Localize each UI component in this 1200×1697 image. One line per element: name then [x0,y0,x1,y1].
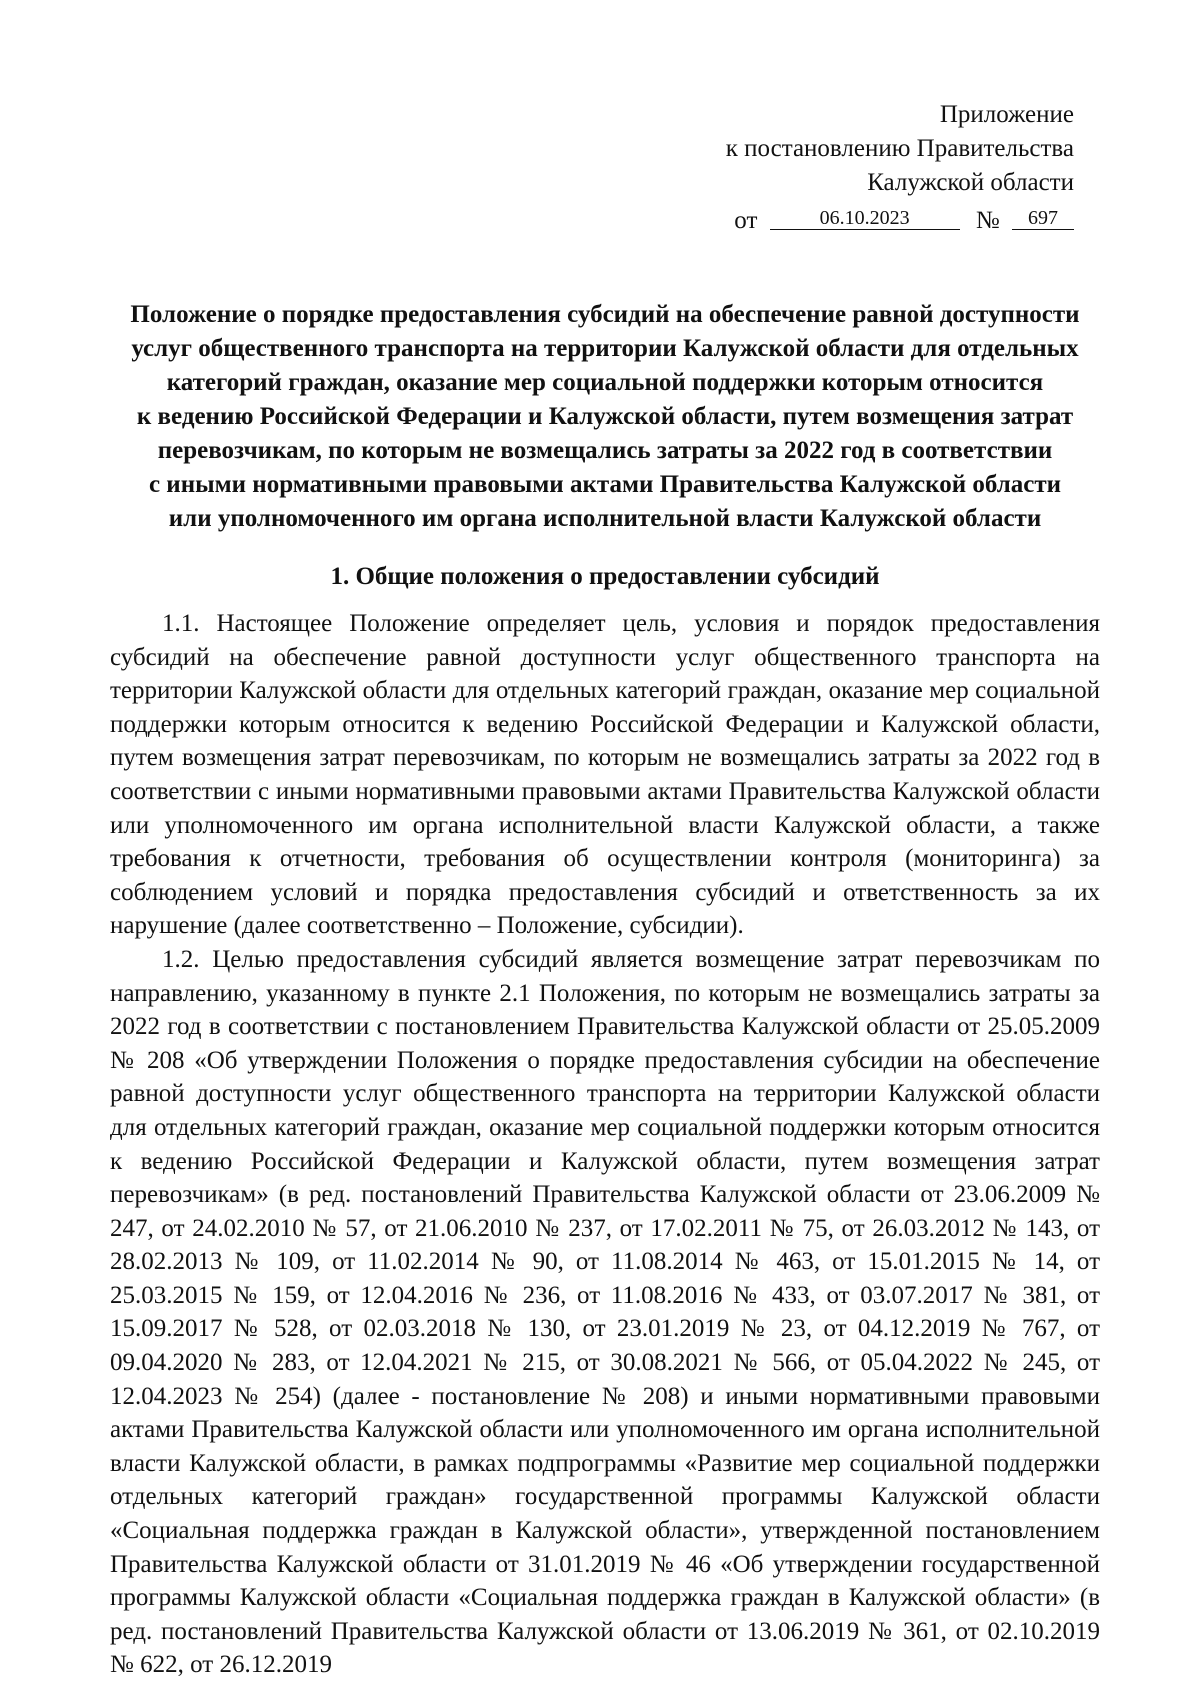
resolution-date: 06.10.2023 [770,207,960,230]
resolution-number: 697 [1012,207,1074,230]
title-line: перевозчикам, по которым не возмещались затраты за 2022 год в соответствии [157,437,1053,464]
title-line: Положение о порядке предоставления субсидий на обеспечение равной доступности [130,301,1080,328]
appendix-region: Калужской области [867,169,1074,196]
title-line: с иными нормативными правовыми актами Правительства Калужской области [148,471,1062,498]
title-line: или уполномоченного им органа исполнительной власти Калужской области [168,505,1042,532]
paragraph-1-2: 1.2. Целью предоставления субсидий является возмещение затрат перевозчикам по направлению, указанному в пункте 2.1 Положения, по которым не возмещались затраты за 2022 год в соответствии с постановлением Правительства Калужской области от 25.05.2009 № 208 «Об утверждении Положения о порядке предоставления субсидии на обеспечение равной доступности услуг общественного транспорта на территории Калужской области для отдельных категорий граждан, оказание мер социальной поддержки которым относится к ведению Российской Федерации и Калужской области, путем возмещения затрат перевозчикам» (в ред. постановлений Правительства Калужской области от 23.06.2009 № 247, от 24.02.2010 № 57, от 21.06.2010 № 237, от 17.02.2011 № 75, от 26.03.2012 № 143, от 28.02.2013 № 109, от 11.02.2014 № 90, от 11.08.2014 № 463, от 15.01.2015 № 14, от 25.03.2015 № 159, от 12.04.2016 № 236, от 11.08.2016 № 433, от 03.07.2017 № 381, от 15.09.2017 № 528, от 02.03.2018 № 130, от 23.01.2019 № 23, от 04.12.2019 № 767, от 09.04.2020 № 283, от 12.04.2021 № 215, от 30.08.2021 № 566, от 05.04.2022 № 245, от 12.04.2023 № 254) (далее - постановление № 208) и иными нормативными правовыми актами Правительства Калужской области или уполномоченного им органа исполнительной власти Калужской области, в рамках подпрограммы «Развитие мер социальной поддержки отдельных категорий граждан» государственной программы Калужской области «Социальная поддержка граждан в Калужской области», утвержденной постановлением Правительства Калужской области от 31.01.2019 № 46 «Об утверждении государственной программы Калужской области «Социальная поддержка граждан в Калужской области» (в ред. постановлений Правительства Калужской области от 13.06.2019 № 361, от 02.10.2019 № 622, от 26.12.2019 [110,945,1100,1679]
document-title [110,298,1100,536]
title-line: услуг общественного транспорта на территории Калужской области для отдельных [131,335,1079,362]
title-line: категорий граждан, оказание мер социальной поддержки которым относится [166,369,1044,396]
paragraph-1-1: 1.1. Настоящее Положение определяет цель, условия и порядок предоставления субсидий на обеспечение равной доступности услуг общественного транспорта на территории Калужской области для отдельных категорий граждан, оказание мер социальной поддержки которым относится к ведению Российской Федерации и Калужской области, путем возмещения затрат перевозчикам, по которым не возмещались затраты за 2022 год в соответствии с иными нормативными правовыми актами Правительства Калужской области или уполномоченного им органа исполнительной власти Калужской области, а также требования к отчетности, требования об осуществлении контроля (мониторинга) за соблюдением условий и порядка предоставления субсидий и ответственность за их нарушение (далее соответственно – Положение, субсидии). [110,610,1100,940]
title-line: к ведению Российской Федерации и Калужской области, путем возмещения затрат [136,403,1074,430]
section-body [110,607,1100,1682]
number-sign: № [975,207,1000,234]
date-prefix: от [734,207,758,234]
appendix-resolution: к постановлению Правительства [725,135,1074,162]
appendix-header [654,98,1074,238]
appendix-label: Приложение [939,101,1074,128]
appendix-date-line [654,204,1074,238]
section-heading: 1. Общие положения о предоставлении субсидий [330,563,880,590]
